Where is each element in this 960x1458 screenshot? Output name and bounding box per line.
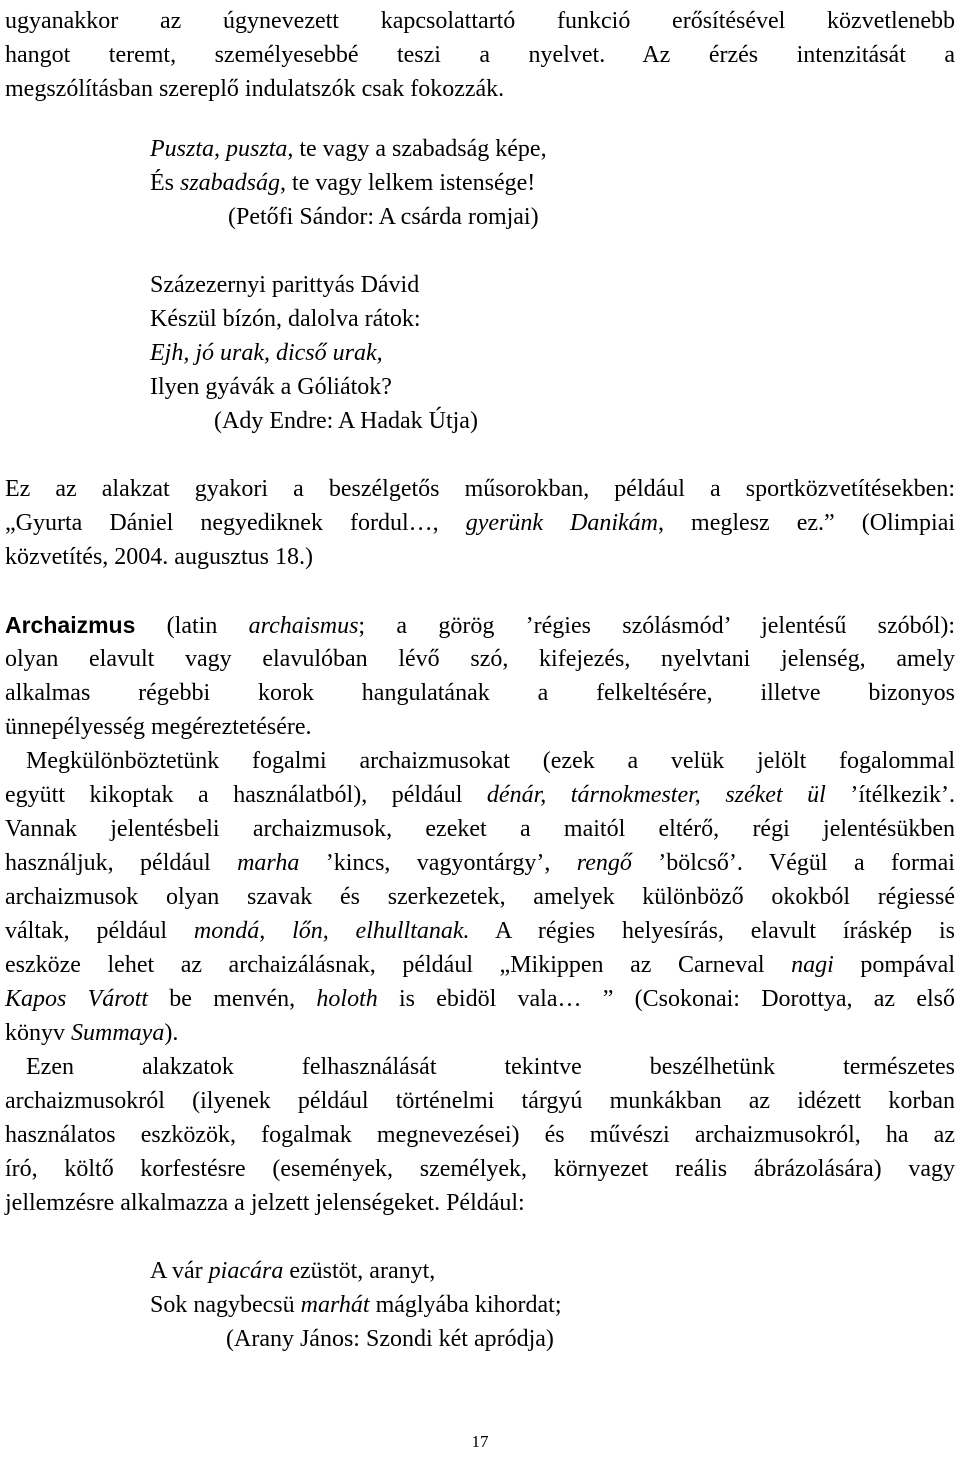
- verse-text: máglyába kihordat;: [369, 1292, 562, 1318]
- italic-text: Puszta, puszta: [150, 136, 288, 162]
- italic-text: Ejh, jó urak, dicső urak,: [150, 340, 383, 366]
- paragraph-text: „Gyurta Dániel negyediknek fordul…,: [5, 510, 466, 536]
- italic-text: marhát: [300, 1292, 370, 1318]
- paragraph-line: [5, 506, 955, 540]
- verse-text: És: [150, 170, 180, 196]
- paragraph-text: használjuk, például: [5, 850, 238, 876]
- verse-line: Készül bízón, dalolva rátok:: [150, 306, 421, 332]
- italic-text: gyerünk Danikám: [465, 510, 659, 536]
- verse-text: ezüstöt, aranyt,: [283, 1258, 436, 1284]
- paragraph-line: hangot teremt, személyesebbé teszi a nyelvet. Az érzés intenzitását a: [5, 42, 955, 68]
- paragraph-line: Ez az alakzat gyakori a beszélgetős műsorokban, például a sportközvetítésekben:: [5, 476, 955, 502]
- quote-source: (Petőfi Sándor: A csárda romjai): [228, 204, 539, 230]
- paragraph-text: eszköze lehet az archaizálásnak, például „Mikippen az Carneval: [5, 952, 792, 978]
- paragraph-line: [5, 846, 955, 880]
- paragraph-text: könyv: [5, 1020, 71, 1046]
- italic-text: szabadság: [180, 170, 281, 196]
- quote-source: (Ady Endre: A Hadak Útja): [214, 408, 478, 434]
- page-number: 17: [471, 1432, 489, 1451]
- verse-text: Sok nagybecsü: [150, 1292, 301, 1318]
- paragraph-text: ).: [164, 1020, 179, 1046]
- italic-text: mondá, lőn, elhulltanak.: [193, 918, 470, 944]
- italic-text: rengő: [576, 850, 632, 876]
- verse-line: [150, 166, 535, 200]
- italic-text: dénár, tárnokmester, széket ül: [486, 782, 826, 808]
- paragraph-text: együtt kikoptak a használatból), például: [5, 782, 487, 808]
- paragraph-line: megszólításban szereplő indulatszók csak fokozzák.: [5, 76, 505, 102]
- paragraph-text: ’bölcső’. Végül a formai: [631, 850, 955, 876]
- paragraph-line: olyan elavult vagy elavulóban lévő szó, kifejezés, nyelvtani jelenség, amely: [5, 646, 955, 672]
- verse-line: [150, 336, 383, 370]
- paragraph-text: ’kincs, vagyontárgy’,: [299, 850, 577, 876]
- paragraph-line: archaizmusokról (ilyenek például történelmi tárgyú munkákban az idézett korban: [5, 1088, 955, 1114]
- paragraph-text: be menvén,: [148, 986, 317, 1012]
- paragraph-line: [5, 608, 955, 643]
- paragraph-line: [5, 1016, 178, 1050]
- italic-text: Summaya: [71, 1020, 165, 1046]
- paragraph-line: [5, 948, 955, 982]
- paragraph-text: is ebidöl vala… ” (Csokonai: Dorottya, az első: [377, 986, 955, 1012]
- paragraph-line: [5, 914, 955, 948]
- verse-line: [150, 132, 547, 166]
- paragraph-line: használatos eszközök, fogalmak megnevezései) és művészi archaizmusokról, ha az: [5, 1122, 955, 1148]
- verse-line: [150, 1288, 562, 1322]
- verse-line: Ilyen gyávák a Góliátok?: [150, 374, 392, 400]
- paragraph-text: ; a görög ’régies szólásmód’ jelentésű szóból):: [358, 613, 955, 639]
- verse-text: , te vagy lelkem istensége!: [280, 170, 536, 196]
- italic-text: archaismus: [248, 613, 359, 639]
- paragraph-line: alkalmas régebbi korok hangulatának a felkeltésére, illetve bizonyos: [5, 680, 955, 706]
- paragraph-text: pompával: [833, 952, 955, 978]
- paragraph-text: A régies helyesírás, elavult íráskép is: [469, 918, 955, 944]
- italic-text: piacára: [208, 1258, 284, 1284]
- paragraph-line: Ezen alakzatok felhasználását tekintve beszélhetünk természetes: [26, 1054, 955, 1080]
- italic-text: Kapos Várott: [5, 986, 149, 1012]
- paragraph-line: [5, 982, 955, 1016]
- paragraph-line: jellemzésre alkalmazza a jelzett jelenségeket. Például:: [5, 1190, 525, 1216]
- verse-line: [150, 1254, 435, 1288]
- paragraph-text: váltak, például: [5, 918, 194, 944]
- paragraph-text: (latin: [135, 613, 249, 639]
- paragraph-text: , meglesz ez.” (Olimpiai: [658, 510, 956, 536]
- paragraph-line: közvetítés, 2004. augusztus 18.): [5, 544, 313, 570]
- verse-line: Százezernyi parittyás Dávid: [150, 272, 420, 298]
- paragraph-line: Vannak jelentésbeli archaizmusok, ezeket a maitól eltérő, régi jelentésükben: [5, 816, 955, 842]
- paragraph-line: [5, 778, 955, 812]
- paragraph-line: Megkülönböztetünk fogalmi archaizmusokat (ezek a velük jelölt fogalommal: [26, 748, 955, 774]
- verse-text: , te vagy a szabadság képe,: [287, 136, 547, 162]
- paragraph-line: archaizmusok olyan szavak és szerkezetek, amelyek különböző okokból régiessé: [5, 884, 955, 910]
- italic-text: holoth: [316, 986, 378, 1012]
- paragraph-line: ugyanakkor az úgynevezett kapcsolattartó funkció erősítésével közvetlenebb: [5, 8, 955, 34]
- paragraph-line: író, költő korfestésre (események, személyek, környezet reális ábrázolására) vagy: [5, 1156, 955, 1182]
- paragraph-line: ünnepélyesség megéreztetésére.: [5, 714, 312, 740]
- term-heading: Archaizmus: [5, 612, 136, 638]
- italic-text: nagi: [791, 952, 834, 978]
- italic-text: marha: [237, 850, 300, 876]
- verse-text: A vár: [150, 1258, 209, 1284]
- quote-source: (Arany János: Szondi két apródja): [226, 1326, 554, 1352]
- paragraph-text: ’ítélkezik’.: [825, 782, 955, 808]
